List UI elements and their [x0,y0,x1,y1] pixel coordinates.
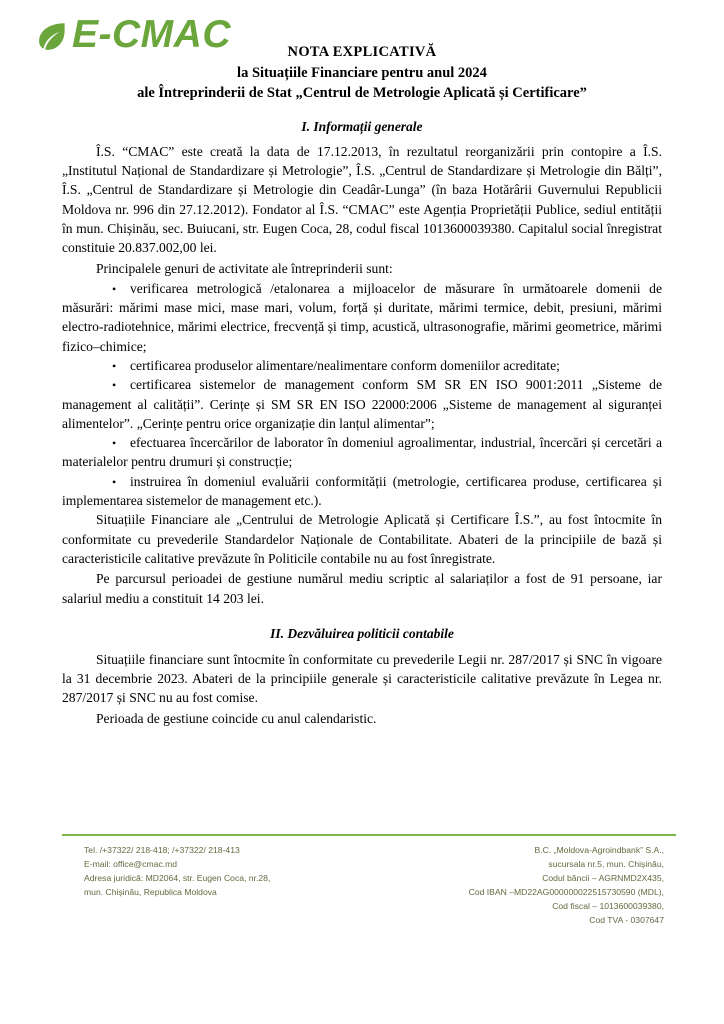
footer-address-line-1: Adresa juridică: MD2064, str. Eugen Coca, nr.28, [84,873,271,884]
list-item [62,375,662,433]
title-line-1: NOTA EXPLICATIVĂ [287,44,437,60]
list-item-text: certificarea sistemelor de management conform SM SR EN ISO 9001:2011 „Sisteme de management al calității”. Cerințe și SM SR EN ISO 22000:2006 „Sisteme de management al siguranței alimentelor”. „Cerințe pentru orice organizație din lanțul alimentar”; [62,377,662,431]
list-item-text: efectuarea încercărilor de laborator în domeniul agroalimentar, industrial, încercări și cercetări a materialelor pentru drumuri și construcție; [62,435,662,470]
section2-paragraph-1: Situațiile financiare sunt întocmite în conformitate cu prevederile Legii nr. 287/2017 și SNC în vigoare la 31 decembrie 2023. Abateri de la principiile generale și caracteristicile calitative prevăzute în Legea nr. 287/2017 și SNC nu au fost comise. [62,651,662,706]
title-line-3: ale Întreprinderii de Stat „Centrul de Metrologie Aplicată și Certificare” [137,85,587,102]
list-item-text: certificarea produselor alimentare/nealimentare conform domeniilor acreditate; [130,358,560,373]
footer-bank-name: B.C. „Moldova-Agroindbank” S.A., [534,845,664,856]
title-line-2: la Situațiile Financiare pentru anul 2024 [237,64,487,81]
bullet-icon [62,472,130,491]
footer-address-line-2: mun. Chișinău, Republica Moldova [84,887,217,898]
footer-bank-branch: sucursala nr.5, mun. Chișinău, [548,859,664,870]
bullet-icon [62,375,130,394]
section1-paragraph-1: Î.S. “CMAC” este creată la data de 17.12.2013, în rezultatul reorganizării prin contopire a Î.S. „Institutul Național de Standardizare și Metrologie”, Î.S. „Centrul de Standardizare și Metrologie din Bălți”, Î.S. „Centrul de Standardizare și Metrologie din Ceadâr-Lunga” (în baza Hotărârii Guvernului Republicii Moldova nr. 996 din 27.12.2012). Fondator al Î.S. “CMAC” este Agenția Proprietății Publice, sediul entității în mun. Chișinău, sec. Buiucani, str. Eugen Coca, 28, codul fiscal 1013600039380. Capitalul social înregistrat constituie 20.837.002,00 lei. [62,143,662,256]
section1-paragraph-2: Principalele genuri de activitate ale întreprinderii sunt: [96,260,393,276]
footer-columns [62,844,676,928]
brand-name: E-CMAC [72,12,231,56]
footer-fiscal-code: Cod fiscal – 1013600039380, [552,901,664,912]
list-item-text: verificarea metrologică /etalonarea a mijloacelor de măsurare în următoarele domenii de măsurări: mărimi mase mici, mase mari, volum, forță și duritate, mărimi termice, debit, presiuni, mărimi electro-radiotehnice, mărimi electrice, frecvență și timp, acustică, ultrasonografie, mărimi geometrice, mărimi fizico–chimice; [62,280,662,354]
list-item [62,472,662,511]
document-title [62,42,662,104]
document-body [62,30,662,729]
footer-phone: Tel. /+37322/ 218-418; /+37322/ 218-413 [84,845,240,856]
footer-email: E-mail: office@cmac.md [84,859,178,870]
section1-paragraph-3: Situațiile Financiare ale „Centrului de Metrologie Aplicată și Certificare Î.S.”, au fost întocmite în conformitate cu prevederile Standardelor Naționale de Contabilitate. Abateri de la principiile de bază și caracteristicile calitative prevăzute în Politicile contabile nu au fost înregistrate. [62,512,662,566]
footer-divider [62,834,676,836]
section-heading-1: I. Informații generale [301,118,423,134]
footer-bank-code: Codul băncii – AGRNMD2X435, [542,873,664,884]
page-footer [62,834,676,928]
footer-contact-info [62,844,384,928]
footer-vat-code: Cod TVA - 0307647 [589,915,664,926]
bullet-icon [62,279,130,298]
section-heading-2: II. Dezvăluirea politicii contabile [270,625,454,641]
footer-bank-info [404,844,676,928]
bullet-icon [62,433,130,452]
bullet-icon [62,356,130,375]
section2-paragraph-2: Perioada de gestiune coincide cu anul calendaristic. [96,710,377,726]
list-item [62,279,662,356]
footer-iban: Cod IBAN –MD22AG000000022515730590 (MDL), [468,887,664,898]
activities-list [62,279,662,511]
section1-paragraph-4: Pe parcursul perioadei de gestiune numărul mediu scriptic al salariaților a fost de 91 persoane, iar salariul mediu a constituit 14 203 lei. [62,571,662,606]
list-item [62,433,662,472]
list-item-text: instruirea în domeniul evaluării conformității (metrologie, certificarea produse, certificarea și implementarea sistemelor de management etc.). [62,473,662,509]
list-item [62,356,662,375]
